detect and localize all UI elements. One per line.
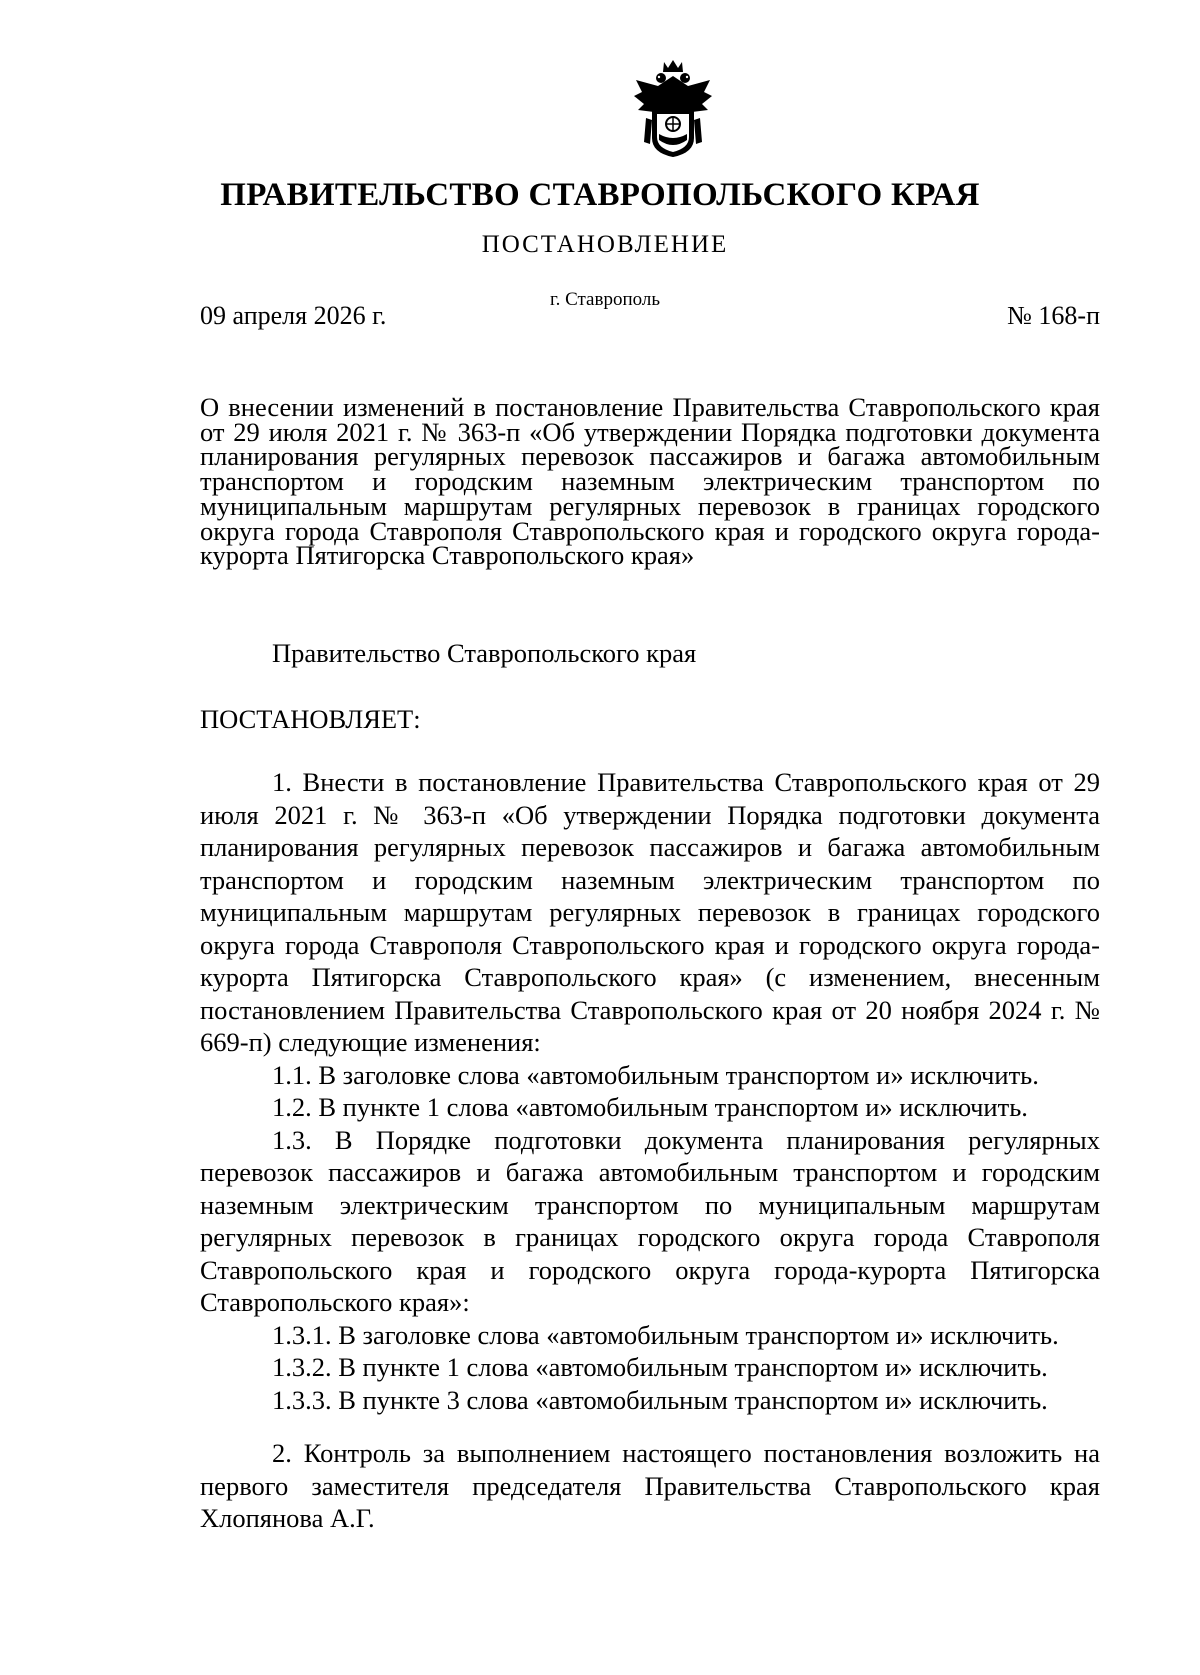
document-heading: О внесении изменений в постановление Правительства Ставропольского края от 29 июля 2021 г. № 363-п «Об утверждении Порядка подготовки документа планирования регулярных перевозок пассажиров и багажа автомобильным транспортом и городским наземным электрическим транспортом по муниципальным маршрутам регулярных перевозок в границах городского округа города Ставрополя Ставропольского края и городского округа города-курорта Пятигорска Ставропольского края»	[200, 392, 1100, 571]
paragraph-1: 1. Внести в постановление Правительства Ставропольского края от 29 июля 2021 г. № 363-п «Об утверждении Порядка подготовки документа планирования регулярных перевозок пассажиров и багажа автомобильным транспортом и городским наземным электрическим транспортом по муниципальным маршрутам регулярных перевозок в границах городского округа города Ставрополя Ставропольского края и городского округа города-курорта Пятигорска Ставропольского края» (с изменением, внесенным постановлением Правительства Ставропольского края от 20 ноября 2024 г. № 669-п) следующие изменения:	[200, 767, 1100, 1057]
paragraph-1-3-3: 1.3.3. В пункте 3 слова «автомобильным транспортом и» исключить.	[272, 1384, 1048, 1415]
document-date: 09 апреля 2026 г.	[200, 301, 387, 330]
paragraph-1-3-1: 1.3.1. В заголовке слова «автомобильным транспортом и» исключить.	[272, 1319, 1059, 1350]
organization-title: ПРАВИТЕЛЬСТВО СТАВРОПОЛЬСКОГО КРАЯ	[220, 177, 980, 213]
paragraph-1-3-2: 1.3.2. В пункте 1 слова «автомобильным транспортом и» исключить.	[272, 1352, 1048, 1382]
preamble: Правительство Ставропольского края	[272, 638, 697, 668]
paragraph-1-3: 1.3. В Порядке подготовки документа планирования регулярных перевозок пассажиров и багажа автомобильным транспортом и городским наземным электрическим транспортом по муниципальным маршрутам регулярных перевозок в границах городского округа города Ставрополя Ставропольского края и городского округа города-курорта Пятигорска Ставропольского края»:	[200, 1124, 1100, 1317]
control-section	[200, 1437, 1100, 1535]
city-label: г. Ставрополь	[549, 289, 661, 310]
document-type: ПОСТАНОВЛЕНИЕ	[481, 231, 729, 258]
paragraph-1-1: 1.1. В заголовке слова «автомобильным транспортом и» исключить.	[272, 1059, 1039, 1090]
coat-of-arms-icon	[628, 58, 718, 158]
resolves-label: ПОСТАНОВЛЯЕТ:	[200, 704, 421, 734]
paragraph-1-2: 1.2. В пункте 1 слова «автомобильным транспортом и» исключить.	[272, 1092, 1028, 1122]
paragraph-2: 2. Контроль за выполнением настоящего постановления возложить на первого заместителя председателя Правительства Ставропольского края Хлопянова А.Г.	[200, 1438, 1100, 1533]
amendments-section	[200, 766, 1100, 1416]
document-number: № 168-п	[1007, 301, 1100, 330]
